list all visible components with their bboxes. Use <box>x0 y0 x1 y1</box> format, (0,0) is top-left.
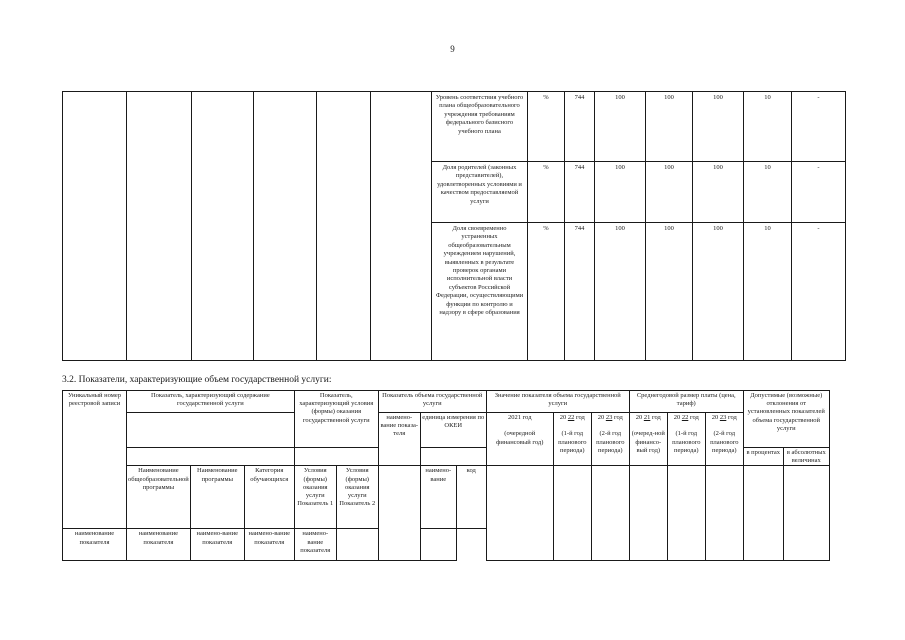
deviation-absolute-header: в абсолютных величинах <box>783 448 829 466</box>
value-cell: 100 <box>595 223 646 361</box>
unit-cell: % <box>528 162 565 223</box>
year-prefix: 20 <box>559 414 567 421</box>
unit-name-header: наимено-вание <box>420 466 456 529</box>
conditions-group-header: Показатель, характеризующий условия (формы) оказания государственной услуги <box>294 391 378 448</box>
price-year-header <box>629 413 667 466</box>
page-number: 9 <box>450 44 455 54</box>
value-cell: - <box>792 162 846 223</box>
indicator-name: Уровень соответствия учебного плана общеобразовательного учреждения требованиям федерального базисного учебного плана <box>432 92 528 162</box>
content-group-spacer <box>127 448 295 466</box>
okei-cell: 744 <box>565 223 595 361</box>
content-group-spacer <box>127 413 295 448</box>
year-prefix: 20 <box>673 414 681 421</box>
conditions-group-spacer <box>294 448 378 466</box>
blank-cell <box>127 92 192 361</box>
value-cell: 100 <box>646 92 693 162</box>
continuation-table <box>62 91 846 361</box>
year-note: (2-й год планового периода) <box>710 430 739 454</box>
unit-cell: % <box>528 223 565 361</box>
deviation-percent-header: в процентах <box>743 448 783 466</box>
volume-group-header: Показатель объема государственной услуги <box>378 391 486 413</box>
blank-cell <box>63 92 127 361</box>
value-cell: 100 <box>646 162 693 223</box>
content-col-header: Наименование программы <box>190 466 244 529</box>
volume-name-spacer <box>378 466 420 561</box>
unit-code-header: код <box>456 466 486 529</box>
conditions-col-header: Условия (формы) оказания услуги Показатель 1 <box>294 466 336 529</box>
year-note: (очередной финансовый год) <box>496 430 544 446</box>
table-row <box>63 92 846 162</box>
blank-cell <box>254 92 317 361</box>
value-year-header <box>486 413 553 466</box>
volume-indicators-table <box>62 390 882 561</box>
table-row <box>63 448 882 466</box>
content-col-header: Категория обучающихся <box>244 466 294 529</box>
year-number: 21 <box>643 414 651 421</box>
value-cell: 10 <box>744 162 792 223</box>
table-row <box>63 466 882 529</box>
blank-cell <box>486 466 553 561</box>
section-heading: 3.2. Показатели, характеризующие объем государственной услуги: <box>62 375 332 385</box>
year-note: (1-й год планового периода) <box>558 430 587 454</box>
blank-cell <box>192 92 254 361</box>
value-cell: - <box>792 223 846 361</box>
indicator-name: Доля своевременно устраненных общеобразовательным учреждением нарушений, выявленных в результате проверок органами исполнительной власти субъектов Российской Федерации, осуществляющими функции по контролю и надзору в сфере образования <box>432 223 528 361</box>
price-year-header <box>667 413 705 466</box>
content-group-header: Показатель, характеризующий содержание государственной услуги <box>127 391 295 413</box>
value-cell: 100 <box>693 223 744 361</box>
year-note: (2-й год планового периода) <box>596 430 625 454</box>
price-group-header: Среднегодовой размер платы (цена, тариф) <box>629 391 743 413</box>
year-number: 23 <box>605 414 613 421</box>
year-suffix: год <box>651 414 661 421</box>
year-label: 2021 год <box>508 414 532 421</box>
value-cell: - <box>792 92 846 162</box>
year-prefix: 20 <box>635 414 643 421</box>
blank-cell <box>336 529 378 561</box>
name-row-cell: наименование показателя <box>63 529 127 561</box>
blank-cell <box>705 466 743 561</box>
volume-unit-header: единица измерения по ОКЕИ <box>420 413 486 448</box>
blank-cell <box>553 466 591 561</box>
unique-number-header: Уникальный номер реестровой записи <box>63 391 127 529</box>
blank-cell <box>420 529 456 561</box>
deviation-group-header: Допустимые (возможные) отклонения от установленных показателей объема государственной услуги <box>743 391 829 448</box>
value-cell: 100 <box>646 223 693 361</box>
year-prefix: 20 <box>711 414 719 421</box>
value-cell: 100 <box>693 162 744 223</box>
volume-unit-spacer <box>420 448 486 466</box>
okei-cell: 744 <box>565 92 595 162</box>
values-group-header: Значение показателя объема государственной услуги <box>486 391 629 413</box>
blank-cell <box>743 466 783 561</box>
year-suffix: год <box>613 414 623 421</box>
year-suffix: год <box>575 414 585 421</box>
blank-cell <box>591 466 629 561</box>
blank-cell <box>317 92 371 361</box>
name-row-cell: наименование показателя <box>127 529 191 561</box>
name-row-cell: наимено-вание показателя <box>244 529 294 561</box>
year-note: (очеред-ной финансо-вый год) <box>631 430 665 454</box>
blank-cell <box>629 466 667 561</box>
volume-name-header: наимено-вание показа-теля <box>378 413 420 466</box>
name-row-cell: наимено-вание показателя <box>294 529 336 561</box>
price-year-header <box>705 413 743 466</box>
table-row <box>63 391 882 413</box>
value-year-header <box>553 413 591 466</box>
content-col-header: Наименование общеобразовательной программы <box>127 466 191 529</box>
year-suffix: год <box>727 414 737 421</box>
name-row-cell: наимено-вание показателя <box>190 529 244 561</box>
year-number: 22 <box>681 414 689 421</box>
okei-cell: 744 <box>565 162 595 223</box>
value-cell: 100 <box>595 162 646 223</box>
blank-cell <box>371 92 432 361</box>
value-year-header <box>591 413 629 466</box>
value-cell: 100 <box>693 92 744 162</box>
value-cell: 10 <box>744 92 792 162</box>
blank-cell <box>783 466 829 561</box>
year-prefix: 20 <box>597 414 605 421</box>
year-note: (1-й год планового периода) <box>672 430 701 454</box>
value-cell: 10 <box>744 223 792 361</box>
blank-cell <box>667 466 705 561</box>
year-suffix: год <box>689 414 699 421</box>
unit-cell: % <box>528 92 565 162</box>
value-cell: 100 <box>595 92 646 162</box>
conditions-col-header: Условия (формы) оказания услуги Показатель 2 <box>336 466 378 529</box>
year-number: 22 <box>567 414 575 421</box>
indicator-name: Доля родителей (законных представителей), удовлетворенных условиями и качеством предоставляемой услуги <box>432 162 528 223</box>
year-number: 23 <box>719 414 727 421</box>
